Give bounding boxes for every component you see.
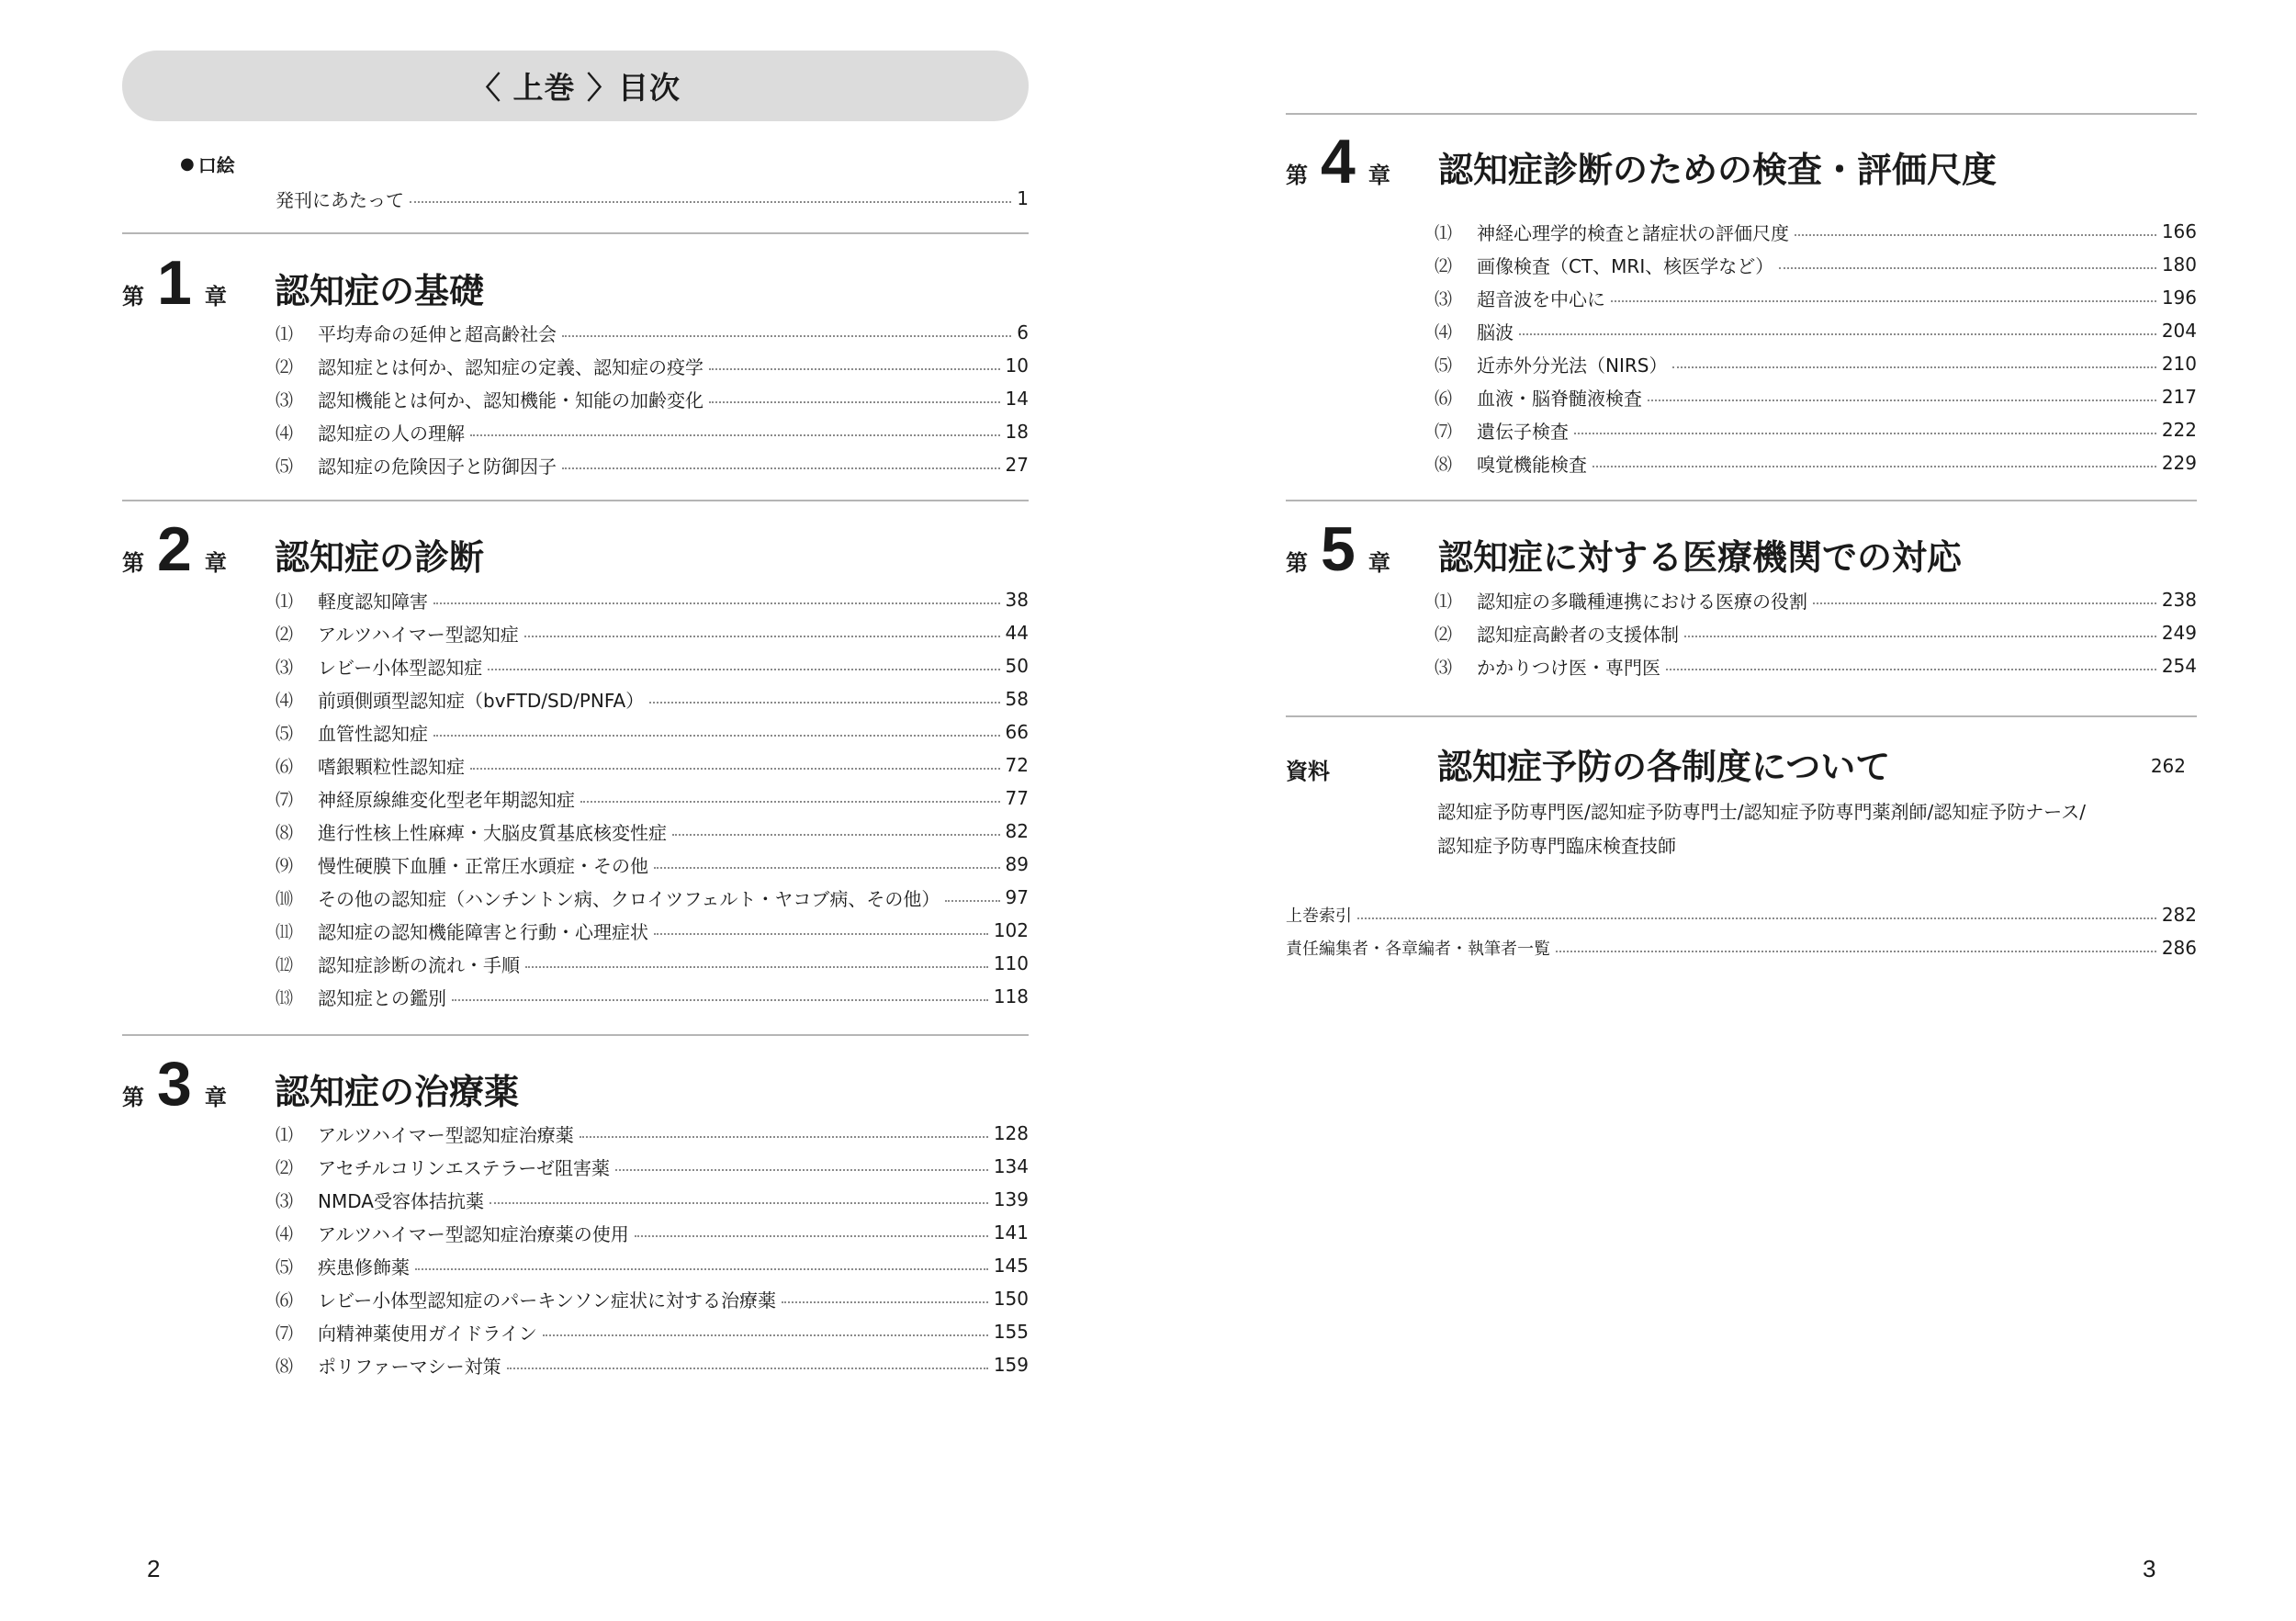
entry-number: ⑷ [276,422,294,444]
entry-number: ⑴ [276,323,294,344]
toc-banner: 〈 上巻 〉目次 [122,51,1029,121]
frontispiece-label: 口絵 [197,154,235,176]
entry-page: 128 [993,1122,1029,1144]
entry-title: レビー小体型認知症 [318,656,483,679]
chapter-digit: 3 [157,1049,192,1119]
leader-dots [433,735,1000,737]
toc-entry[interactable] [276,848,1029,881]
entry-title: かかりつけ医・専門医 [1477,656,1660,679]
divider [122,500,1029,501]
entry-number: ⑴ [1435,222,1453,243]
entry-page: 50 [1005,655,1029,677]
entry-number: ⑶ [276,1190,294,1211]
entry-page: 27 [1005,454,1029,476]
entry-title: 血管性認知症 [318,722,428,745]
toc-entry[interactable] [276,415,1029,448]
toc-entry[interactable] [276,682,1029,715]
entry-page: 145 [993,1255,1029,1277]
chapter-digit: 2 [157,514,192,584]
entry-page: 82 [1005,820,1029,842]
entry-number: ⑴ [276,1124,294,1145]
leader-dots [562,467,1000,469]
right-page-number: 3 [2143,1555,2156,1582]
chapter-digit: 5 [1321,514,1356,584]
entry-page: 249 [2161,622,2197,644]
leader-dots [945,900,999,902]
leader-dots [672,834,1000,836]
entry-page: 180 [2161,253,2197,276]
chapter-title: 認知症に対する医療機関での対応 [1438,537,1963,578]
entry-title: アルツハイマー型認知症治療薬 [318,1123,574,1146]
toc-entry[interactable] [276,715,1029,749]
entry-number: ⑶ [1435,657,1453,678]
entry-page: 10 [1005,355,1029,377]
toc-entry[interactable] [1435,616,2197,649]
toc-entry[interactable] [276,1183,1029,1216]
leader-dots [649,702,999,704]
entry-page: 254 [2161,655,2197,677]
entry-page: 238 [2161,589,2197,611]
entry-title: 認知機能とは何か、認知機能・知能の加齢変化 [318,388,703,411]
entry-title: 画像検査（CT、MRI、核医学など） [1477,254,1774,277]
entry-number: ⑴ [276,591,294,612]
entry-number: ⑻ [276,1356,294,1377]
entry-page: 150 [993,1288,1029,1310]
entry-page: 77 [1005,787,1029,809]
leader-dots [782,1301,988,1303]
entry-page: 6 [1017,321,1029,343]
toc-entry[interactable] [276,316,1029,349]
toc-entry[interactable] [276,616,1029,649]
appendix-label: 資料 [1286,759,1330,784]
entry-title: 嗅覚機能検査 [1477,453,1587,476]
leader-dots [433,602,1000,604]
chapter-digit: 1 [157,248,192,318]
chapter-number [122,512,227,586]
chapter-suffix: 章 [204,284,227,310]
entry-title: NMDA受容体拮抗薬 [318,1189,484,1212]
chapter-number [1286,125,1390,198]
entry-page: 166 [2161,220,2197,242]
entry-page: 286 [2161,937,2197,959]
entry-number: ⑵ [276,356,294,377]
entry-number: ⑿ [276,954,294,975]
leader-dots [654,933,988,935]
toc-entry[interactable] [1435,314,2197,347]
leader-dots [562,335,1011,337]
divider [1286,113,2197,115]
chapter-3-heading [122,1047,1029,1120]
chapter-number [122,1047,227,1120]
toc-entry[interactable] [276,349,1029,382]
entry-title: 神経原線維変化型老年期認知症 [318,788,575,811]
entry-title: 向精神薬使用ガイドライン [318,1322,537,1345]
entry-title: 平均寿命の延伸と超高齢社会 [318,322,557,345]
chapter-number [1286,512,1390,586]
entry-page: 97 [1005,886,1029,908]
entry-title: 認知症の危険因子と防御因子 [318,455,557,478]
entry-page: 58 [1005,688,1029,710]
entry-title: 神経心理学的検査と諸症状の評価尺度 [1477,221,1789,244]
chapter-2-heading [122,512,1029,586]
entry-title: 前頭側頭型認知症（bvFTD/SD/PNFA） [318,689,645,712]
entry-page: 229 [2161,452,2197,474]
toc-entry[interactable] [276,1282,1029,1315]
left-page-number: 2 [147,1555,161,1582]
leader-dots [507,1368,988,1369]
leader-dots [1556,951,2156,952]
entry-page: 89 [1005,853,1029,875]
leader-dots [1672,366,2155,368]
toc-entry[interactable] [276,1249,1029,1282]
chapter-title: 認知症の基礎 [275,271,485,311]
entry-page: 196 [2161,287,2197,309]
entry-number: ⑷ [276,1223,294,1244]
entry-title: 上巻索引 [1286,906,1352,926]
toc-entry-index[interactable] [1286,898,2197,931]
toc-entry[interactable] [276,947,1029,980]
leader-dots [1593,466,2156,467]
toc-entry[interactable] [1435,413,2197,446]
entry-number: ⑵ [276,1157,294,1178]
leader-dots [452,999,988,1001]
leader-dots [524,636,1000,637]
leader-dots [470,434,1000,436]
entry-page: 102 [993,919,1029,941]
toc-entry[interactable] [276,1216,1029,1249]
entry-number: ⑶ [276,389,294,411]
entry-page: 282 [2161,904,2197,926]
entry-page: 1 [1017,187,1029,209]
entry-page: 18 [1005,421,1029,443]
entry-page: 110 [993,952,1029,974]
entry-number: ⑺ [1435,421,1453,442]
entry-page: 222 [2161,419,2197,441]
entry-title: 認知症診断の流れ・手順 [318,953,520,976]
toc-entry-preface[interactable] [276,182,1029,215]
entry-number: ⑾ [276,921,294,942]
entry-page: 217 [2161,386,2197,408]
leader-dots [1519,333,2156,335]
leader-dots [470,768,1000,770]
entry-page: 118 [993,985,1029,1007]
entry-page: 204 [2161,320,2197,342]
leader-dots [543,1334,988,1336]
entry-page: 66 [1005,721,1029,743]
entry-page: 44 [1005,622,1029,644]
divider [122,1034,1029,1036]
toc-entry[interactable] [1435,281,2197,314]
leader-dots [1648,400,2156,401]
entry-number: ⑺ [276,1323,294,1344]
entry-number: ⑼ [276,855,294,876]
toc-entry-contributors[interactable] [1286,931,2197,964]
chapter-1-heading [122,246,1029,320]
entry-number: ⑹ [276,1289,294,1311]
toc-entry[interactable] [276,1315,1029,1348]
entry-page: 14 [1005,388,1029,410]
entry-page: 155 [993,1321,1029,1343]
toc-entry[interactable] [276,382,1029,415]
leader-dots [1574,433,2156,434]
entry-title: 進行性核上性麻痺・大脳皮質基底核変性症 [318,821,667,844]
chapter-title: 認知症診断のための検査・評価尺度 [1438,150,1998,190]
chapter-suffix: 章 [1367,550,1390,576]
toc-entry[interactable] [1435,649,2197,682]
entry-number: ⑸ [276,723,294,744]
chapter-prefix: 第 [122,284,144,310]
leader-dots [654,867,1000,869]
entry-number: ⑹ [276,756,294,777]
entry-page: 159 [993,1354,1029,1376]
leader-dots [635,1235,988,1237]
toc-entry[interactable] [276,1150,1029,1183]
leader-dots [488,669,999,670]
entry-number: ⑸ [276,1256,294,1278]
entry-number: ⑷ [1435,321,1453,343]
toc-entry[interactable] [276,881,1029,914]
chapter-digit: 4 [1321,127,1356,197]
chapter-prefix: 第 [122,550,144,576]
chapter-suffix: 章 [204,550,227,576]
leader-dots [1666,669,2156,670]
entry-number: ⑶ [276,657,294,678]
toc-entry[interactable] [276,782,1029,815]
entry-title: アルツハイマー型認知症治療薬の使用 [318,1222,629,1245]
chapter-5-heading [1286,512,2197,586]
entry-title: 疾患修飾薬 [318,1255,410,1278]
toc-entry[interactable] [276,1348,1029,1381]
toc-entry[interactable] [1435,347,2197,380]
leader-dots [525,966,988,968]
bullet-icon: ● [180,154,195,174]
entry-number: ⑵ [276,624,294,645]
leader-dots [709,368,1000,370]
entry-title: 軽度認知障害 [318,590,428,613]
entry-title: 近赤外分光法（NIRS） [1477,354,1668,377]
leader-dots [1813,602,2156,604]
appendix-description [1437,795,2209,863]
entry-number: ⑺ [276,789,294,810]
chapter-title: 認知症の診断 [275,537,485,578]
entry-number: ⑵ [1435,255,1453,276]
entry-title: 認知症の人の理解 [318,422,465,445]
toc-entry[interactable] [1435,446,2197,479]
leader-dots [580,801,1000,803]
toc-entry[interactable] [1435,380,2197,413]
entry-title: 嗜銀顆粒性認知症 [318,755,465,778]
chapter-number [122,246,227,320]
toc-entry[interactable] [276,815,1029,848]
entry-title: 発刊にあたって [276,188,404,211]
leader-dots [490,1202,988,1204]
chapter-prefix: 第 [122,1085,144,1110]
toc-entry[interactable] [276,649,1029,682]
entry-page: 210 [2161,353,2197,375]
entry-title: アルツハイマー型認知症 [318,623,519,646]
entry-title: 認知症との鑑別 [318,986,446,1009]
entry-number: ⒀ [276,987,294,1008]
toc-entry[interactable] [1435,583,2197,616]
entry-number: ⑹ [1435,388,1453,409]
toc-entry[interactable] [276,583,1029,616]
leader-dots [410,201,1011,203]
entry-title: 認知症の認知機能障害と行動・心理症状 [318,920,648,943]
entry-number: ⑻ [276,822,294,843]
divider [122,232,1029,234]
entry-title: 認知症の多職種連携における医療の役割 [1477,590,1807,613]
appendix-description-line: 認知症予防専門臨床検査技師 [1437,835,1676,857]
appendix-title: 認知症予防の各制度について [1437,747,1891,787]
frontispiece-heading [180,151,235,177]
chapter-prefix: 第 [1286,163,1308,188]
entry-title: レビー小体型認知症のパーキンソン症状に対する治療薬 [318,1289,776,1311]
leader-dots [1357,917,2156,919]
chapter-suffix: 章 [1367,163,1390,188]
entry-title: アセチルコリンエステラーゼ阻害薬 [318,1156,610,1179]
entry-title: 血液・脳脊髄液検査 [1477,387,1642,410]
entry-number: ⑷ [276,690,294,711]
entry-title: 認知症とは何か、認知症の定義、認知症の疫学 [318,355,703,378]
chapter-suffix: 章 [204,1085,227,1110]
entry-number: ⑶ [1435,288,1453,310]
entry-title: 脳波 [1477,321,1514,343]
entry-title: 遺伝子検査 [1477,420,1569,443]
entry-number: ⑵ [1435,624,1453,645]
entry-title: その他の認知症（ハンチントン病、クロイツフェルト・ヤコブ病、その他） [318,887,940,910]
entry-page: 72 [1005,754,1029,776]
chapter-4-heading [1286,125,2197,198]
entry-title: 責任編集者・各章編者・執筆者一覧 [1286,940,1550,959]
leader-dots [709,401,1000,403]
divider [1286,715,2197,717]
toc-entry[interactable] [1435,215,2197,248]
entry-title: 慢性硬膜下血腫・正常圧水頭症・その他 [318,854,648,877]
divider [1286,500,2197,501]
chapter-prefix: 第 [1286,550,1308,576]
toc-entry[interactable] [276,749,1029,782]
leader-dots [1795,234,2156,236]
toc-entry[interactable] [1435,248,2197,281]
entry-title: 認知症高齢者の支援体制 [1477,623,1679,646]
entry-number: ⑴ [1435,591,1453,612]
entry-page: 139 [993,1188,1029,1210]
leader-dots [1611,300,2156,302]
toc-entry[interactable] [276,980,1029,1013]
appendix-page[interactable]: 262 [2150,755,2186,777]
appendix-description-line: 認知症予防専門医/認知症予防専門士/認知症予防専門薬剤師/認知症予防ナース/ [1437,801,2086,823]
entry-title: ポリファーマシー対策 [318,1355,501,1378]
entry-page: 134 [993,1155,1029,1177]
leader-dots [1684,636,2156,637]
entry-number: ⑻ [1435,454,1453,475]
entry-page: 38 [1005,589,1029,611]
entry-number: ⑽ [276,888,294,909]
leader-dots [1779,267,2156,269]
entry-title: 超音波を中心に [1477,287,1605,310]
toc-entry[interactable] [276,1117,1029,1150]
entry-number: ⑸ [1435,355,1453,376]
chapter-title: 認知症の治療薬 [275,1072,520,1112]
toc-entry[interactable] [276,448,1029,481]
toc-entry[interactable] [276,914,1029,947]
leader-dots [580,1136,988,1138]
leader-dots [415,1268,988,1270]
entry-page: 141 [993,1221,1029,1244]
leader-dots [615,1169,988,1171]
entry-number: ⑸ [276,456,294,477]
